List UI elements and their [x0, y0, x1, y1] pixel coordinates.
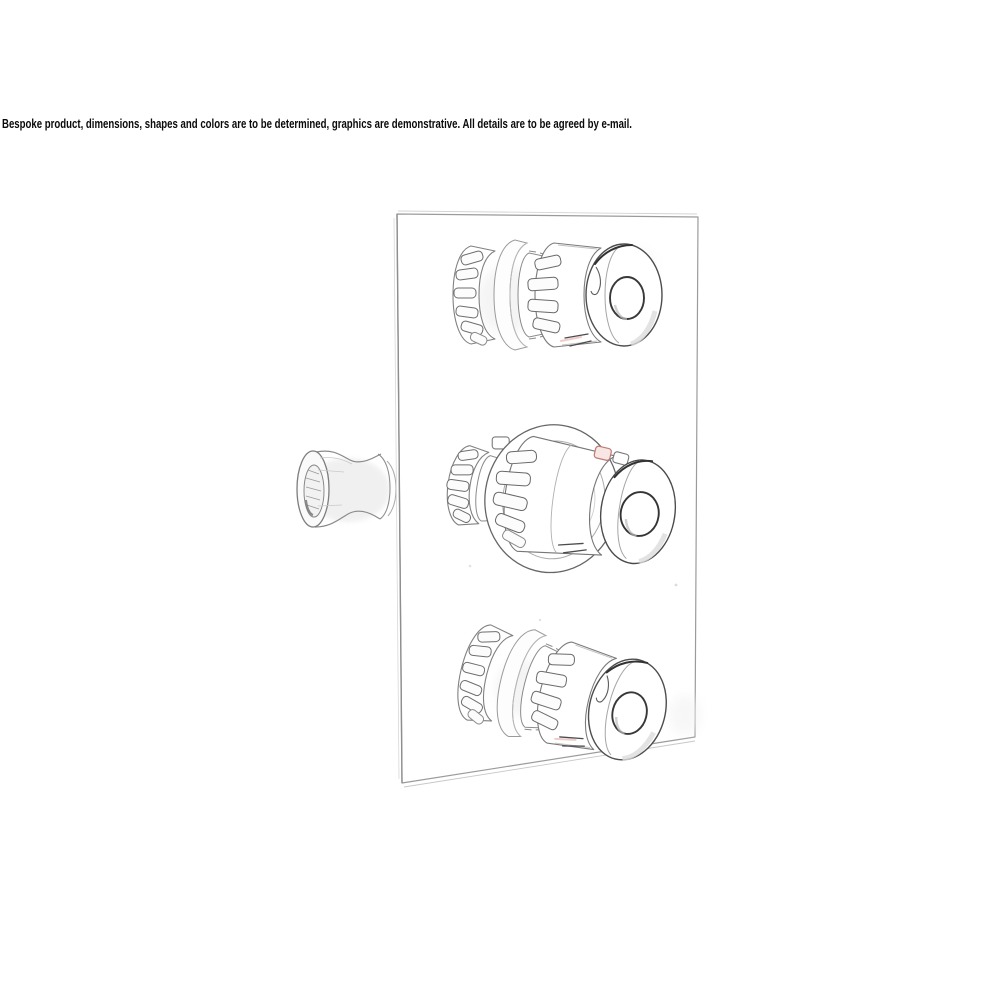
disclaimer-text: Bespoke product, dimensions, shapes and colors are to be determined, graphics are demonstrative. All details are to be agreed by e-mail. — [2, 116, 632, 131]
inlet-pipe-fitting — [297, 214, 402, 783]
plate-top-thickness — [398, 211, 697, 214]
